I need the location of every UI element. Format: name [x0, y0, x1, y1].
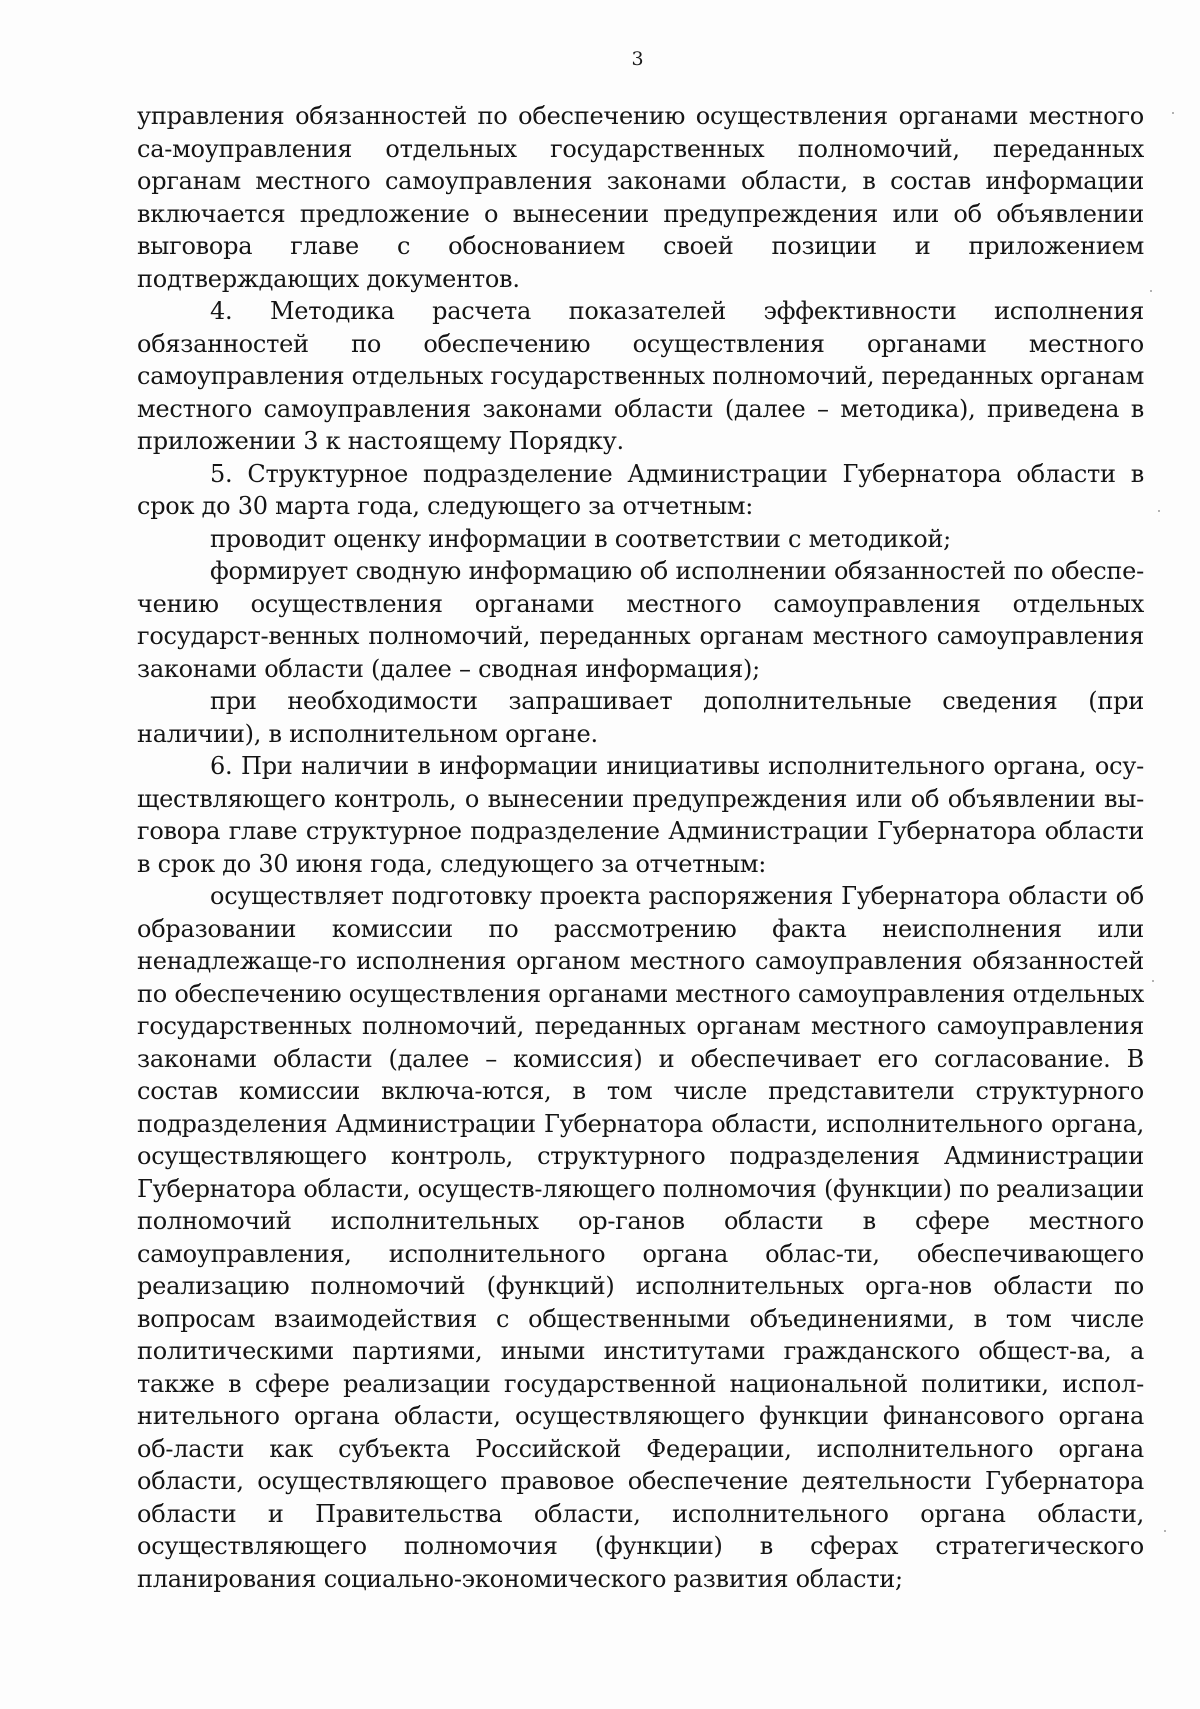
paragraph-item-5: 5. Структурное подразделение Администрации Губернатора области в срок до 30 марта года, следующего за отчетным:: [137, 459, 1144, 520]
scan-speck: [1150, 290, 1152, 292]
paragraph-item-5-sub-1: проводит оценку информации в соответствии с методикой;: [210, 524, 951, 553]
paragraph-item-6: 6. При наличии в информации инициативы исполнительного органа, осу-ществляющего контроль, о вынесении предупреждения или об объявлении вы-говора главе структурное подразделение Администрации Губернатора области в срок до 30 июня года, следующего за отчетным:: [137, 752, 1144, 878]
paragraph-item-5-sub-2: формирует сводную информацию об исполнении обязанностей по обеспе-чению осуществления органами местного самоуправления отдельных государст-венных полномочий, переданных органам местного самоуправления законами области (далее – сводная информация);: [137, 557, 1144, 683]
paragraph-item-6-sub-1: осуществляет подготовку проекта распоряжения Губернатора области об образовании комиссии по рассмотрению факта неисполнения или ненадлежаще-го исполнения органом местного самоуправления обязанностей по обеспечению осуществления органами местного самоуправления отдельных государственных полномочий, переданных органам местного самоуправления законами области (далее – комиссия) и обеспечивает его согласование. В состав комиссии включа-ются, в том числе представители структурного подразделения Администрации Губернатора области, исполнительного органа, осуществляющего контроль, структурного подразделения Администрации Губернатора области, осуществ-ляющего полномочия (функции) по реализации полномочий исполнительных ор-ганов области в сфере местного самоуправления, исполнительного органа облас-ти, обеспечивающего реализацию полномочий (функций) исполнительных орга-нов области по вопросам взаимодействия с общественными объединениями, в том числе политическими партиями, иными институтами гражданского общест-ва, а также в сфере реализации государственной национальной политики, испол-нительного органа области, осуществляющего функции финансового органа об-ласти как субъекта Российской Федерации, исполнительного органа области, осуществляющего правовое обеспечение деятельности Губернатора области и Правительства области, исполнительного органа области, осуществляющего полномочия (функции) в сферах стратегического планирования социально-экономического развития области;: [137, 882, 1144, 1593]
page-number: 3: [631, 48, 644, 70]
paragraph-item-4: 4. Методика расчета показателей эффективности исполнения обязанностей по обеспечению осуществления органами местного самоуправления отдельных государственных полномочий, переданных органам местного самоуправления законами области (далее – методика), приведена в приложении 3 к настоящему Порядку.: [137, 297, 1144, 455]
scan-speck: [1152, 980, 1154, 982]
document-body: [137, 100, 1144, 1595]
scan-speck: [1164, 1530, 1166, 1532]
paragraph-item-5-sub-3: при необходимости запрашивает дополнительные сведения (при наличии), в исполнительном органе.: [137, 687, 1144, 748]
scan-speck: [1158, 510, 1160, 512]
scan-speck: [1172, 112, 1174, 114]
paragraph-continuation: управления обязанностей по обеспечению осуществления органами местного са-моуправления отдельных государственных полномочий, переданных органам местного самоуправления законами области, в состав информации включается предложение о вынесении предупреждения или об объявлении выговора главе с обоснованием своей позиции и приложением подтверждающих документов.: [137, 102, 1144, 293]
